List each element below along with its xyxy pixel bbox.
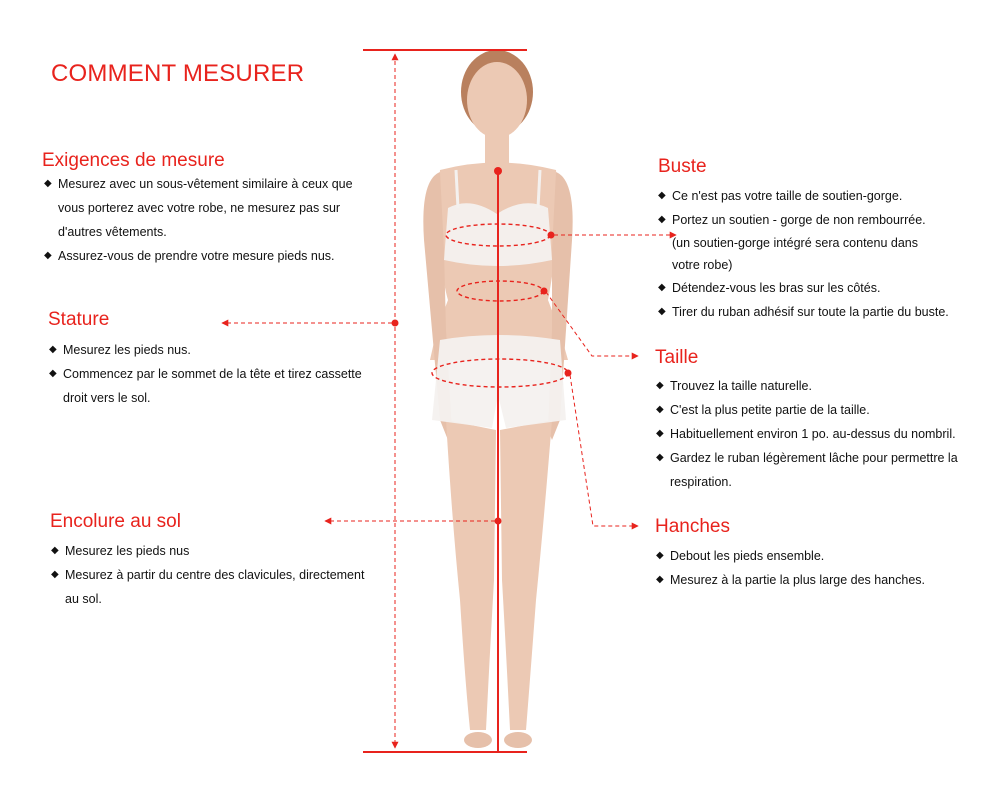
list-item: ◆ Mesurez à la partie la plus large des hanches. [656, 568, 986, 592]
bust-heading: Buste [658, 156, 707, 177]
list-item: ◆ Gardez le ruban légèrement lâche pour permettre la [656, 446, 991, 470]
neck-to-floor-dot [495, 518, 502, 525]
list-item: ◆ Portez un soutien - gorge de non rembourrée. [658, 208, 988, 232]
list-item: ◆ Commencez par le sommet de la tête et tirez cassette [49, 362, 384, 386]
hips-heading: Hanches [655, 516, 730, 537]
list-item: ◆ Tirer du ruban adhésif sur toute la partie du buste. [658, 300, 988, 324]
requirements-heading: Exigences de mesure [42, 150, 225, 171]
stature-dot [392, 320, 399, 327]
stature-heading: Stature [48, 309, 110, 330]
list-item: ◆ Détendez-vous les bras sur les côtés. [658, 276, 988, 300]
neck-dot [494, 167, 502, 175]
list-item: ◆ C'est la plus petite partie de la taille. [656, 398, 991, 422]
list-item: ◆ Habituellement environ 1 po. au-dessus du nombril. [656, 422, 991, 446]
list-item: respiration. [670, 475, 732, 489]
list-item: (un soutien-gorge intégré sera contenu dans [672, 236, 918, 250]
list-item: ◆ Trouvez la taille naturelle. [656, 374, 991, 398]
page-title: COMMENT MESURER [51, 60, 305, 87]
list-item: ◆ Assurez-vous de prendre votre mesure pieds nus. [44, 244, 374, 268]
list-item: ◆ Mesurez les pieds nus. [49, 338, 384, 362]
list-item: droit vers le sol. [63, 391, 151, 405]
list-item: vous porterez avec votre robe, ne mesurez pas sur [58, 201, 341, 215]
bust-dot [548, 232, 555, 239]
waist-heading: Taille [655, 347, 699, 368]
list-item: ◆ Debout les pieds ensemble. [656, 544, 986, 568]
list-item: d'autres vêtements. [58, 225, 167, 239]
list-item: ◆ Mesurez à partir du centre des clavicules, directement [51, 563, 386, 587]
list-item: ◆ Mesurez les pieds nus [51, 539, 386, 563]
list-item: votre robe) [672, 258, 733, 272]
list-item: au sol. [65, 592, 102, 606]
list-item: ◆ Ce n'est pas votre taille de soutien-gorge. [658, 184, 988, 208]
neck-to-floor-heading: Encolure au sol [50, 511, 181, 532]
hips-pointer [570, 375, 638, 526]
list-item: ◆ Mesurez avec un sous-vêtement similaire à ceux que [44, 172, 374, 196]
